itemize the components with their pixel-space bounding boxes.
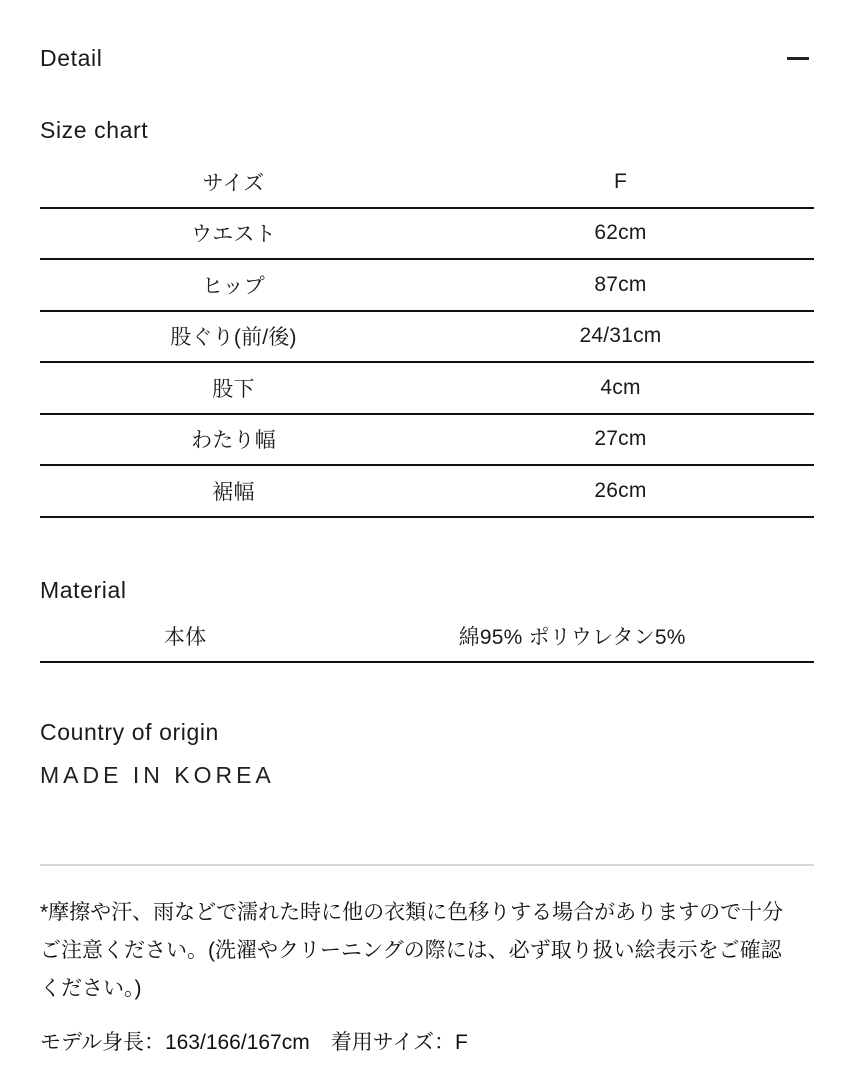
size-chart-row-label: ウエスト [191, 223, 276, 247]
size-chart-row-label: 裾幅 [212, 480, 255, 504]
size-chart-row [40, 260, 814, 312]
collapse-minus-icon[interactable] [787, 57, 809, 60]
model-info: モデル身長：163/166/167cm 着用サイズ：F [40, 1031, 468, 1054]
size-chart-row-value: 4cm [600, 375, 641, 399]
origin-value: MADE IN KOREA [40, 762, 275, 788]
size-chart-row-label: 股ぐり(前/後) [170, 326, 297, 350]
size-chart-title: Size chart [40, 117, 149, 143]
origin-title: Country of origin [40, 719, 219, 745]
size-chart-table [40, 157, 814, 518]
size-chart-row-value: 27cm [594, 427, 647, 451]
size-chart-row-label: ヒップ [202, 274, 265, 298]
size-chart-row-value: F [613, 169, 628, 193]
size-chart-row-label: サイズ [202, 171, 265, 195]
section-divider [40, 864, 814, 866]
material-table [40, 612, 814, 664]
detail-section-title: Detail [40, 45, 103, 71]
caution-note-line: ください。) [40, 977, 142, 1000]
size-chart-row-label: 股下 [212, 377, 255, 401]
caution-note [40, 894, 814, 1008]
caution-note-line: *摩擦や汗、雨などで濡れた時に他の衣類に色移りする場合がありますので十分 [40, 901, 784, 924]
size-chart-row-value: 62cm [594, 221, 647, 245]
size-chart-row [40, 312, 814, 364]
material-row-label: 本体 [163, 626, 207, 650]
material-title: Material [40, 576, 127, 603]
size-chart-row-value: 26cm [594, 478, 647, 502]
size-chart-row-label: わたり幅 [191, 429, 276, 453]
size-chart-row-value: 87cm [594, 272, 647, 296]
material-row [40, 612, 814, 664]
size-chart-row [40, 157, 814, 209]
size-chart-row [40, 466, 814, 518]
size-chart-row [40, 415, 814, 467]
caution-note-line: ご注意ください。(洗濯やクリーニングの際には、必ず取り扱い絵表示をご確認 [40, 939, 782, 962]
size-chart-row-value: 24/31cm [579, 324, 662, 348]
detail-section-toggle[interactable] [40, 45, 814, 71]
material-row-value: 綿95% ポリウレタン5% [458, 626, 686, 650]
size-chart-row [40, 209, 814, 261]
size-chart-row [40, 363, 814, 415]
